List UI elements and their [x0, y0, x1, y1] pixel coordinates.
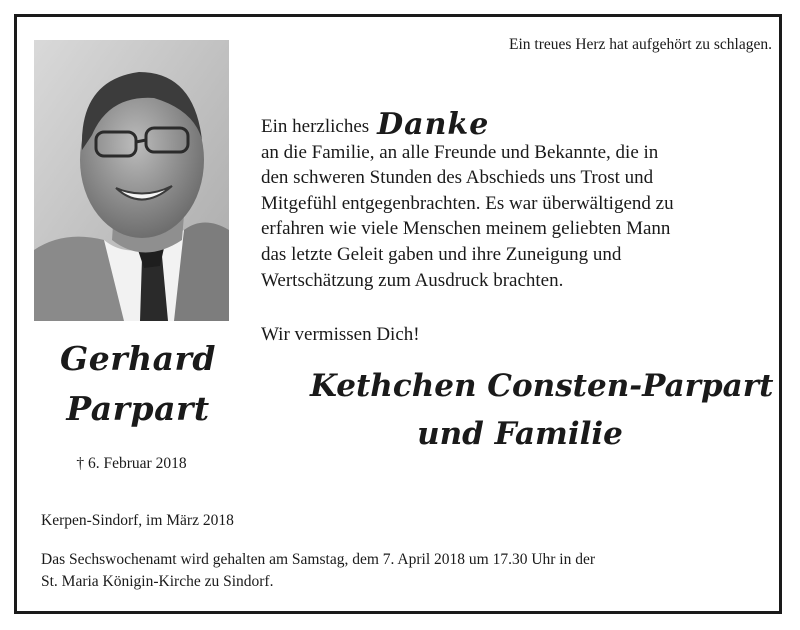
signature-line-2: und Familie — [417, 416, 623, 452]
thanks-line: erfahren wie viele Menschen meinem geliebten Mann — [261, 218, 671, 240]
thanks-line: an die Familie, an alle Freunde und Bekannte, die in — [261, 141, 659, 163]
closing-line: Wir vermissen Dich! — [261, 324, 420, 345]
signature-line-1: Kethchen Consten-Parpart — [310, 368, 774, 404]
danke-word: Danke — [377, 107, 490, 142]
deceased-last-name: Parpart — [66, 389, 210, 428]
thanks-line: Mitgefühl entgegenbrachten. Es war überwältigend zu — [261, 192, 674, 214]
service-line-1: Das Sechswochenamt wird gehalten am Samstag, dem 7. April 2018 um 17.30 Uhr in der — [41, 551, 596, 568]
thanks-paragraph — [261, 107, 761, 293]
thanks-line: Wertschätzung zum Ausdruck brachten. — [261, 269, 564, 291]
thanks-intro-line — [261, 107, 761, 142]
deceased-first-name: Gerhard — [60, 339, 216, 378]
motto-text: Ein treues Herz hat aufgehört zu schlagen. — [509, 36, 772, 53]
portrait-photo — [34, 40, 229, 321]
place-date: Kerpen-Sindorf, im März 2018 — [41, 512, 234, 529]
signature — [310, 362, 774, 458]
thanks-intro: Ein herzliches — [261, 116, 370, 137]
service-line-2: St. Maria Königin-Kirche zu Sindorf. — [41, 573, 274, 590]
deceased-name — [56, 334, 220, 434]
service-notice — [41, 549, 761, 593]
death-date: † 6. Februar 2018 — [76, 455, 187, 472]
thanks-line: das letzte Geleit gaben und ihre Zuneigung und — [261, 243, 622, 265]
thanks-line: den schweren Stunden des Abschieds uns Trost und — [261, 167, 654, 189]
